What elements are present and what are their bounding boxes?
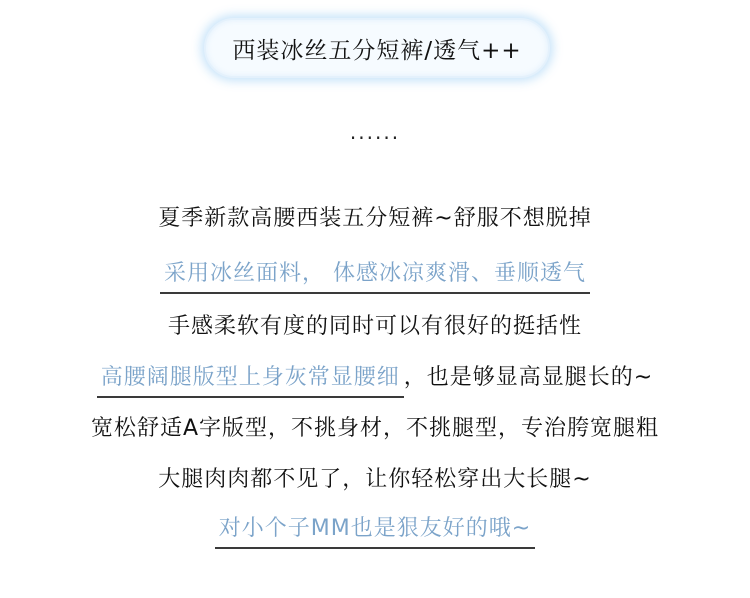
page-title: 西装冰丝五分短裤/透气++ xyxy=(232,37,522,64)
text-line-7-wrap xyxy=(0,514,750,549)
highlight-line-fabric: 采用冰丝面料， 体感冰凉爽滑、垂顺透气 xyxy=(160,259,590,294)
text-line-1: 夏季新款高腰西装五分短裤~舒服不想脱掉 xyxy=(158,206,592,231)
highlight-high-waist: 高腰阔腿版型上身灰常显腰细 xyxy=(97,363,404,398)
text-line-6: 大腿肉肉都不见了，让你轻松穿出大长腿~ xyxy=(158,467,592,492)
text-line-5: 宽松舒适A字版型，不挑身材，不挑腿型，专治胯宽腿粗 xyxy=(90,416,660,441)
text-line-2-wrap xyxy=(0,259,750,294)
title-banner xyxy=(204,18,550,78)
text-line-3: 手感柔软有度的同时可以有很好的挺括性 xyxy=(167,314,582,339)
text-line-4 xyxy=(0,363,750,398)
dots-divider: ...... xyxy=(349,120,401,144)
highlight-petite: 对小个子MM也是狠友好的哦~ xyxy=(215,514,535,549)
text-line-4-rest: ，也是够显高显腿长的~ xyxy=(403,365,654,390)
